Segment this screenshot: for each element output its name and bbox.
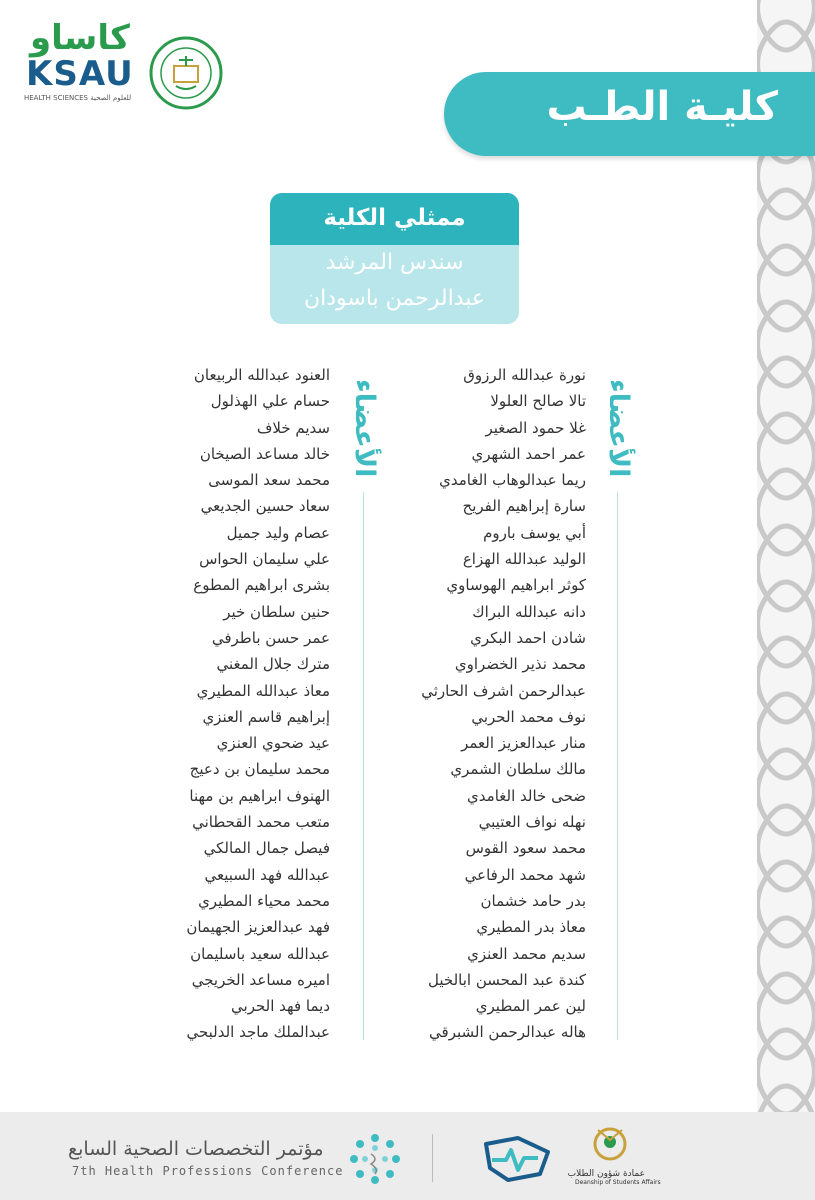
member-name: نهله نواف العتيبي — [478, 813, 586, 832]
member-name: محمد نذير الخضراوي — [454, 655, 586, 674]
member-name: عمر احمد الشهري — [471, 444, 586, 463]
member-name: ديما فهد الحربي — [231, 997, 330, 1016]
representatives-heading: ممثلي الكلية — [270, 193, 519, 245]
member-name: منار عبدالعزيز العمر — [461, 734, 586, 753]
member-name: سارة إبراهيم الفريح — [462, 497, 586, 516]
member-name: بشرى ابراهيم المطوع — [193, 576, 330, 595]
member-name: مترك جلال المغني — [216, 655, 330, 674]
member-name: نوف محمد الحربي — [471, 707, 586, 726]
member-name: الهنوف ابراهيم بن مهنا — [189, 786, 330, 805]
member-name: الوليد عبدالله الهزاع — [462, 550, 586, 569]
member-name: شادن احمد البكري — [470, 628, 586, 647]
member-name: ريما عبدالوهاب الغامدي — [439, 471, 586, 490]
member-name: عبدالملك ماجد الدلبحي — [186, 1023, 330, 1042]
university-seal-icon — [149, 36, 223, 110]
footer — [0, 1112, 815, 1200]
member-name: معاذ بدر المطيري — [476, 918, 586, 937]
member-name: شهد محمد الرفاعي — [464, 865, 586, 884]
member-name: كوثر ابراهيم الهوساوي — [446, 576, 586, 595]
representative-name: عبدالرحمن باسودان — [303, 286, 486, 311]
member-name: معاذ عبدالله المطيري — [196, 681, 330, 700]
moh-map-logo-icon — [478, 1134, 558, 1184]
member-name: سعاد حسين الجديعي — [200, 497, 330, 516]
member-name: حسام علي الهذلول — [210, 392, 330, 411]
conference-title-arabic: مؤتمر التخصصات الصحية السابع — [68, 1138, 324, 1160]
chain-border-pattern — [757, 0, 815, 1112]
members-label-right: الأعضاء — [603, 378, 634, 478]
representatives-box — [270, 193, 519, 324]
college-title-banner — [444, 72, 815, 156]
member-name: غلا حمود الصغير — [485, 418, 586, 437]
column-rule-left — [363, 492, 364, 1040]
member-name: عبدالرحمن اشرف الحارثي — [421, 681, 586, 700]
conference-title-english: 7th Health Professions Conference — [72, 1164, 344, 1178]
member-name: عيد ضحوي العنزي — [216, 734, 330, 753]
member-name: سديم خلاف — [256, 418, 330, 437]
member-name: فيصل جمال المالكي — [203, 839, 330, 858]
members-label-left: الأعضاء — [349, 378, 380, 478]
member-name: علي سليمان الحواس — [199, 550, 330, 569]
dsa-title-english: Deanship of Students Affairs — [575, 1179, 661, 1186]
member-name: كندة عبد المحسن ابالخيل — [428, 970, 586, 989]
member-name: اميره مساعد الخريجي — [191, 970, 330, 989]
member-name: عبدالله سعيد باسليمان — [190, 944, 330, 963]
member-name: متعب محمد القحطاني — [192, 813, 330, 832]
member-name: عمر حسن باطرفي — [211, 628, 330, 647]
member-name: ضحى خالد الغامدي — [467, 786, 586, 805]
member-name: سديم محمد العنزي — [467, 944, 586, 963]
members-list-right — [376, 362, 586, 1046]
member-name: العنود عبدالله الربيعان — [193, 366, 330, 384]
conference-flower-icon — [340, 1130, 410, 1188]
member-name: دانه عبدالله البراك — [472, 602, 586, 621]
member-name: محمد سعد الموسى — [208, 471, 330, 490]
member-name: محمد سعود القوس — [465, 839, 586, 858]
dsa-emblem-icon — [590, 1124, 630, 1164]
member-name: عبدالله فهد السبيعي — [204, 865, 330, 884]
representative-name: سندس المرشد — [325, 250, 464, 275]
ksau-logo-english: KSAU — [26, 54, 134, 94]
college-title: كليـة الطـب — [546, 84, 778, 130]
column-rule-right — [617, 492, 618, 1040]
member-name: خالد مساعد الصيخان — [199, 444, 330, 463]
member-name: محمد محياء المطيري — [198, 891, 330, 910]
member-name: بدر حامد خشمان — [480, 891, 586, 910]
member-name: نورة عبدالله الرزوق — [463, 366, 586, 384]
footer-divider — [432, 1134, 433, 1182]
ksau-logo-arabic: كاساو — [30, 18, 130, 58]
member-name: محمد سليمان بن دعيج — [189, 760, 330, 779]
members-list-left — [120, 362, 330, 1046]
member-name: عصام وليد جميل — [226, 523, 330, 542]
member-name: حنين سلطان خير — [223, 602, 330, 621]
member-name: فهد عبدالعزيز الجهيمان — [186, 918, 330, 937]
member-name: مالك سلطان الشمري — [450, 760, 586, 779]
member-name: تالا صالح العلولا — [490, 392, 586, 411]
member-name: هاله عبدالرحمن الشبرقي — [429, 1023, 586, 1042]
dsa-title-arabic: عمادة شؤون الطلاب — [567, 1169, 645, 1179]
ksau-logo-subtitle: HEALTH SCIENCES للعلوم الصحية — [24, 94, 132, 102]
member-name: إبراهيم قاسم العنزي — [202, 707, 330, 726]
member-name: أبي يوسف باروم — [483, 523, 586, 542]
deanship-students-affairs-logo — [567, 1124, 661, 1186]
member-name: لين عمر المطيري — [475, 997, 586, 1016]
